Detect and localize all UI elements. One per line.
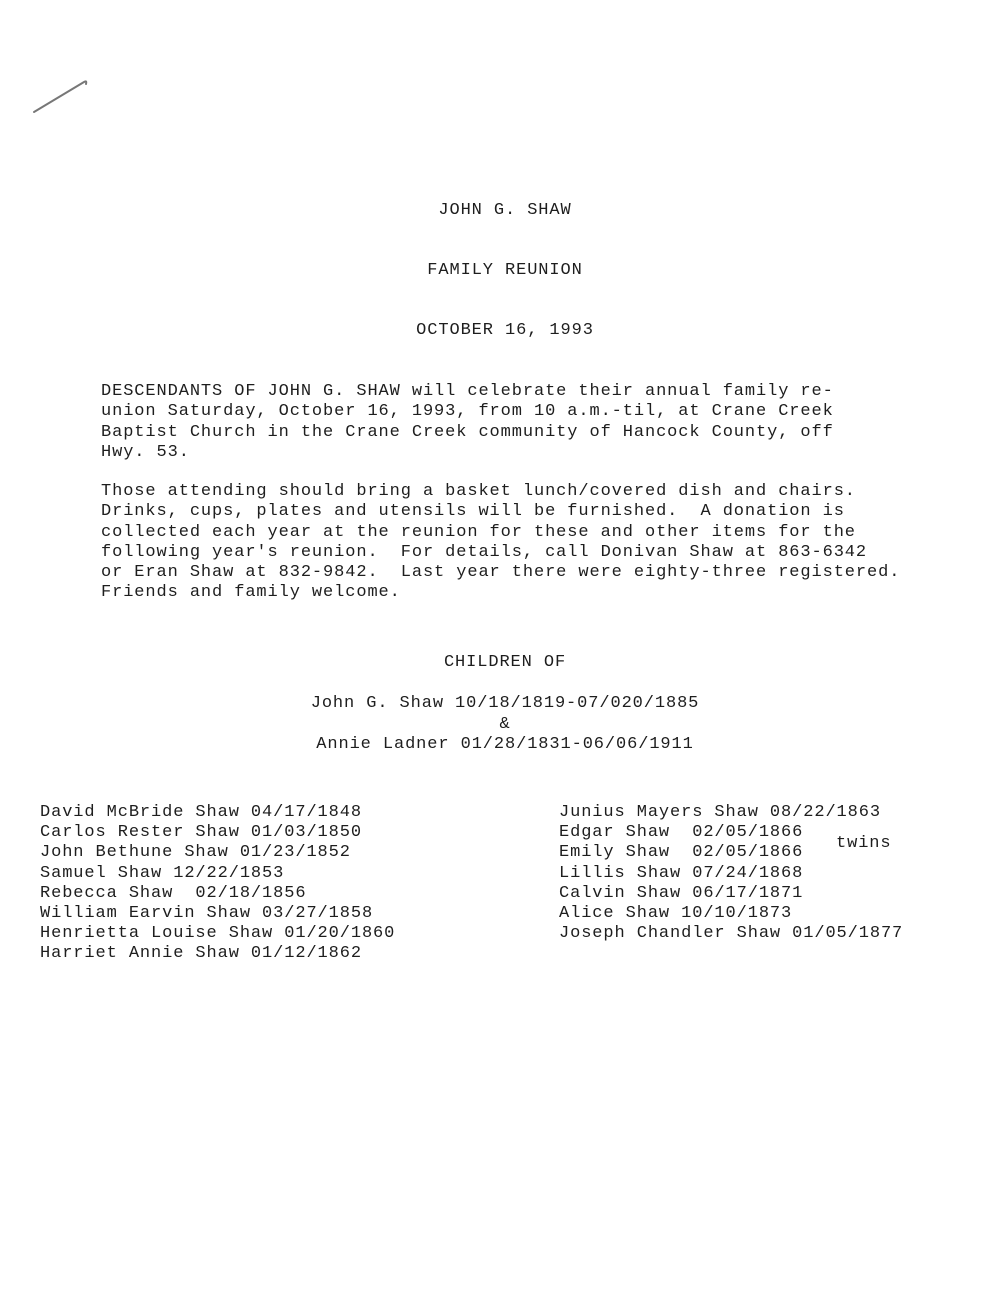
child-entry: Lillis Shaw 07/24/1868	[559, 863, 804, 883]
ampersand: &	[499, 715, 511, 734]
child-entry: Carlos Rester Shaw 01/03/1850	[40, 823, 362, 843]
child-entry: John Bethune Shaw 01/23/1852	[40, 843, 351, 863]
paragraph-line: Friends and family welcome.	[101, 583, 401, 603]
paragraph-line: Hwy. 53.	[101, 442, 190, 462]
announcement-paragraph	[101, 382, 981, 463]
details-paragraph	[101, 482, 981, 604]
twins-note: twins	[836, 834, 892, 853]
mother-line: Annie Ladner 01/28/1831-06/06/1911	[316, 735, 694, 754]
paragraph-line: union Saturday, October 16, 1993, from 10 a.m.-til, at Crane Creek	[101, 402, 834, 422]
child-entry: Emily Shaw 02/05/1866	[559, 843, 804, 863]
child-entry: Calvin Shaw 06/17/1871	[559, 883, 804, 903]
paragraph-line: Baptist Church in the Crane Creek community of Hancock County, off	[101, 422, 834, 442]
child-entry: Samuel Shaw 12/22/1853	[40, 863, 285, 883]
child-entry: Harriet Annie Shaw 01/12/1862	[40, 944, 362, 964]
paragraph-line: collected each year at the reunion for these and other items for the	[101, 522, 856, 542]
document-title: JOHN G. SHAW	[438, 201, 572, 220]
father-line: John G. Shaw 10/18/1819-07/020/1885	[310, 694, 700, 713]
paragraph-line: DESCENDANTS OF JOHN G. SHAW will celebrate their annual family re-	[101, 382, 834, 401]
child-entry: Rebecca Shaw 02/18/1856	[40, 883, 307, 903]
child-entry: Henrietta Louise Shaw 01/20/1860	[40, 924, 396, 944]
document-date: OCTOBER 16, 1993	[416, 321, 594, 340]
paragraph-line: Those attending should bring a basket lunch/covered dish and chairs.	[101, 482, 856, 501]
child-entry: Joseph Chandler Shaw 01/05/1877	[559, 924, 904, 944]
child-entry: William Earvin Shaw 03/27/1858	[40, 904, 374, 924]
child-entry: Junius Mayers Shaw 08/22/1863	[559, 803, 881, 822]
child-entry: Alice Shaw 10/10/1873	[559, 904, 793, 924]
children-list-right	[559, 803, 903, 944]
paragraph-line: following year's reunion. For details, call Donivan Shaw at 863-6342	[101, 542, 868, 562]
paragraph-line: or Eran Shaw at 832-9842. Last year there were eighty-three registered.	[101, 563, 901, 583]
children-heading: CHILDREN OF	[443, 653, 567, 672]
child-entry: Edgar Shaw 02/05/1866	[559, 823, 804, 843]
staple-mark	[30, 76, 92, 116]
child-entry: David McBride Shaw 04/17/1848	[40, 803, 362, 822]
children-list-left	[40, 803, 395, 965]
document-subtitle: FAMILY REUNION	[427, 261, 583, 280]
paragraph-line: Drinks, cups, plates and utensils will be furnished. A donation is	[101, 502, 845, 522]
